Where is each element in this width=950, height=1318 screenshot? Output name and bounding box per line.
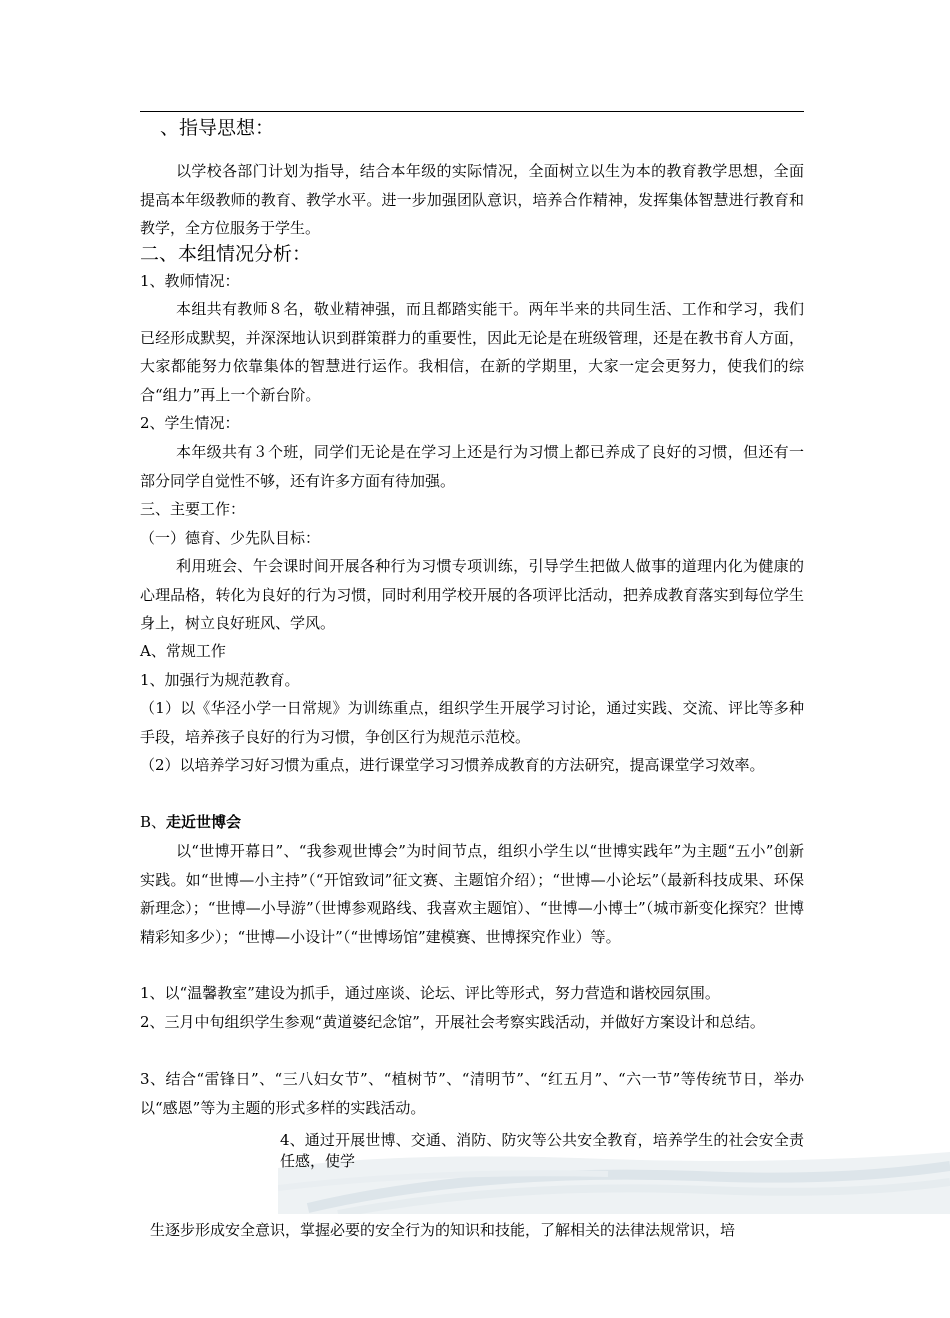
paragraph-guiding-thought: 以学校各部门计划为指导，结合本年级的实际情况，全面树立以生为本的教育教学思想，全面提高本年级教师的教育、教学水平。进一步加强团队意识，培养合作精神，发挥集体智慧进行教育和教学，全方位服务于学生。 <box>140 162 804 237</box>
item-a1: 1、加强行为规范教育。 <box>140 671 300 689</box>
item-a1-2: （2）以培养学习好习惯为重点，进行课堂学习习惯养成教育的方法研究，提高课堂学习效率。 <box>140 756 765 774</box>
section-b-title: 走近世博会 <box>166 813 242 831</box>
heading-guiding-thought: 、指导思想： <box>160 117 275 139</box>
item-b3: 3、结合“雷锋日”、“三八妇女节”、“植树节”、“清明节”、“红五月”、“六一节”等传统节日，举办以“感恩”等为主题的形式多样的实践活动。 <box>140 1070 804 1117</box>
heading-group-analysis: 二、本组情况分析： <box>140 243 312 265</box>
subheading-moral-education: （一）德育、少先队目标： <box>140 529 321 547</box>
section-b-prefix: B、 <box>140 813 167 831</box>
item-a1-1: （1）以《华泾小学一日常规》为训练重点，组织学生开展学习讨论，通过实践、交流、评比等多种手段，培养孩子良好的行为习惯，争创区行为规范示范校。 <box>140 699 804 746</box>
subheading-students: 2、学生情况： <box>140 414 240 432</box>
section-b-expo <box>140 808 804 837</box>
continuation-line: 生逐步形成安全意识，掌握必要的安全行为的知识和技能，了解相关的法律法规常识，培 <box>150 1221 736 1239</box>
header-rule <box>140 111 804 112</box>
paragraph-moral-education: 利用班会、午会课时间开展各种行为习惯专项训练，引导学生把做人做事的道理内化为健康的心理品格，转化为良好的行为习惯，同时利用学校开展的各项评比活动，把养成教育落实到每位学生身上，树立良好班风、学风。 <box>140 557 804 632</box>
item-b1: 1、以“温馨教室”建设为抓手，通过座谈、论坛、评比等形式，努力营造和谐校园氛围。 <box>140 984 720 1002</box>
item-b4: 4、通过开展世博、交通、消防、防灾等公共安全教育，培养学生的社会安全责任感，使学 <box>280 1131 804 1170</box>
paragraph-students: 本年级共有３个班，同学们无论是在学习上还是行为习惯上都已养成了良好的习惯，但还有一部分同学自觉性不够，还有许多方面有待加强。 <box>140 443 804 490</box>
paragraph-expo: 以“世博开幕日”、“我参观世博会”为时间节点，组织小学生以“世博实践年”为主题“五小”创新实践。如“世博—小主持”（“开馆致词”征文赛、主题馆介绍）；“世博—小论坛”（最新科技成果、环保新理念）；“世博—小导游”（世博参观路线、我喜欢主题馆）、“世博—小博士”（城市新变化探究？世博精彩知多少）；“世博—小设计”（“世博场馆”建模赛、世博探究作业）等。 <box>140 842 804 946</box>
heading-main-work: 三、主要工作： <box>140 500 246 518</box>
item-b2: 2、三月中旬组织学生参观“黄道婆纪念馆”，开展社会考察实践活动，并做好方案设计和总结。 <box>140 1013 765 1031</box>
paragraph-teachers: 本组共有教师８名，敬业精神强，而且都踏实能干。两年半来的共同生活、工作和学习，我们已经形成默契，并深深地认识到群策群力的重要性，因此无论是在班级管理，还是在教书育人方面，大家都能努力依靠集体的智慧进行运作。我相信，在新的学期里，大家一定会更努力，使我们的综合“组力”再上一个新台阶。 <box>140 300 804 404</box>
section-a-routine: A、常规工作 <box>140 642 226 660</box>
subheading-teachers: 1、教师情况： <box>140 272 240 290</box>
